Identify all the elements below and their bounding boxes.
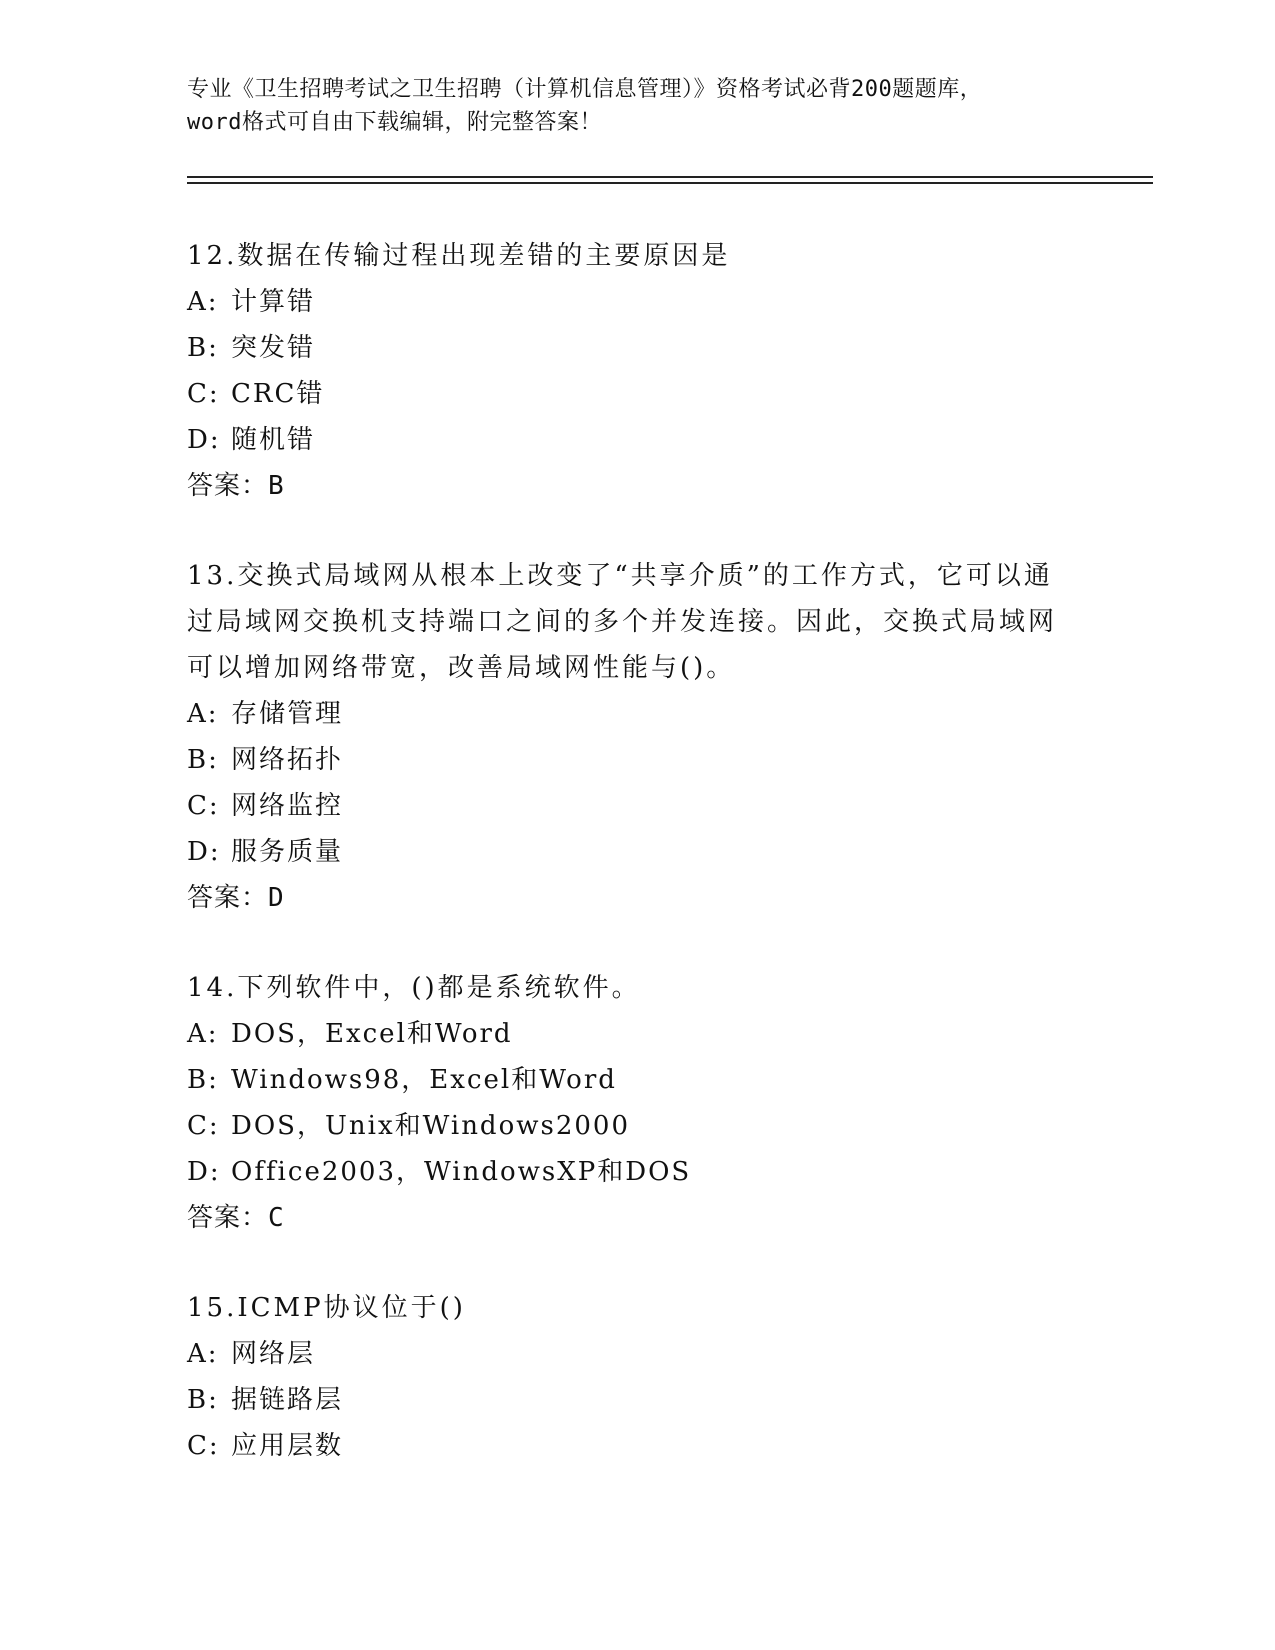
option-text: CRC错 (231, 379, 325, 409)
question-stem-line-3: 可以增加网络带宽，改善局域网性能与()。 (187, 653, 736, 683)
option-d (187, 417, 1087, 463)
option-b (187, 325, 1087, 371)
question-12 (187, 233, 1087, 509)
option-letter: A: (187, 287, 219, 317)
option-c (187, 1423, 1087, 1469)
option-text: 网络层 (231, 1339, 316, 1369)
option-letter: D: (187, 1157, 221, 1187)
option-letter: D: (187, 837, 221, 867)
option-letter: C: (187, 791, 220, 821)
question-stem-line-1: 13.交换式局域网从根本上改变了“共享介质”的工作方式，它可以通 (187, 561, 1053, 591)
header-divider-top (187, 176, 1153, 178)
option-text: DOS，Excel和Word (231, 1019, 513, 1049)
option-letter: B: (187, 1385, 219, 1415)
option-d (187, 829, 1087, 875)
option-d (187, 1149, 1087, 1195)
option-letter: C: (187, 1431, 220, 1461)
option-b (187, 737, 1087, 783)
answer-line: 答案：B (187, 471, 285, 501)
option-c (187, 1103, 1087, 1149)
option-text: Windows98，Excel和Word (231, 1065, 617, 1095)
question-stem: 14.下列软件中，()都是系统软件。 (187, 973, 641, 1003)
option-letter: B: (187, 333, 219, 363)
option-text: 随机错 (231, 425, 316, 455)
option-c (187, 783, 1087, 829)
option-letter: C: (187, 1111, 220, 1141)
option-a (187, 691, 1087, 737)
option-letter: D: (187, 425, 221, 455)
question-15 (187, 1285, 1087, 1469)
option-text: 网络监控 (231, 791, 344, 821)
option-text: Office2003，WindowsXP和DOS (231, 1157, 692, 1187)
question-stem: 15.ICMP协议位于() (187, 1293, 466, 1323)
document-header (187, 73, 1087, 139)
answer-line: 答案：D (187, 883, 285, 913)
option-text: DOS，Unix和Windows2000 (231, 1111, 630, 1141)
option-b (187, 1377, 1087, 1423)
option-letter: C: (187, 379, 220, 409)
header-line-2: word格式可自由下载编辑，附完整答案！ (187, 110, 602, 135)
option-text: 计算错 (231, 287, 316, 317)
header-line-1: 专业《卫生招聘考试之卫生招聘（计算机信息管理）》资格考试必背200题题库， (187, 77, 983, 102)
option-letter: B: (187, 745, 219, 775)
question-14 (187, 965, 1087, 1241)
option-text: 应用层数 (231, 1431, 344, 1461)
option-b (187, 1057, 1087, 1103)
option-a (187, 279, 1087, 325)
option-letter: A: (187, 1339, 219, 1369)
option-letter: B: (187, 1065, 219, 1095)
header-divider-bottom (187, 182, 1153, 184)
option-letter: A: (187, 699, 219, 729)
option-text: 据链路层 (231, 1385, 344, 1415)
option-text: 存储管理 (231, 699, 344, 729)
option-text: 服务质量 (231, 837, 344, 867)
option-text: 突发错 (231, 333, 316, 363)
option-a (187, 1011, 1087, 1057)
answer-line: 答案：C (187, 1203, 285, 1233)
option-letter: A: (187, 1019, 219, 1049)
option-a (187, 1331, 1087, 1377)
question-13 (187, 553, 1087, 921)
question-stem-line-2: 过局域网交换机支持端口之间的多个并发连接。因此，交换式局域网 (187, 607, 1058, 637)
question-stem: 12.数据在传输过程出现差错的主要原因是 (187, 241, 731, 271)
option-c (187, 371, 1087, 417)
option-text: 网络拓扑 (231, 745, 344, 775)
